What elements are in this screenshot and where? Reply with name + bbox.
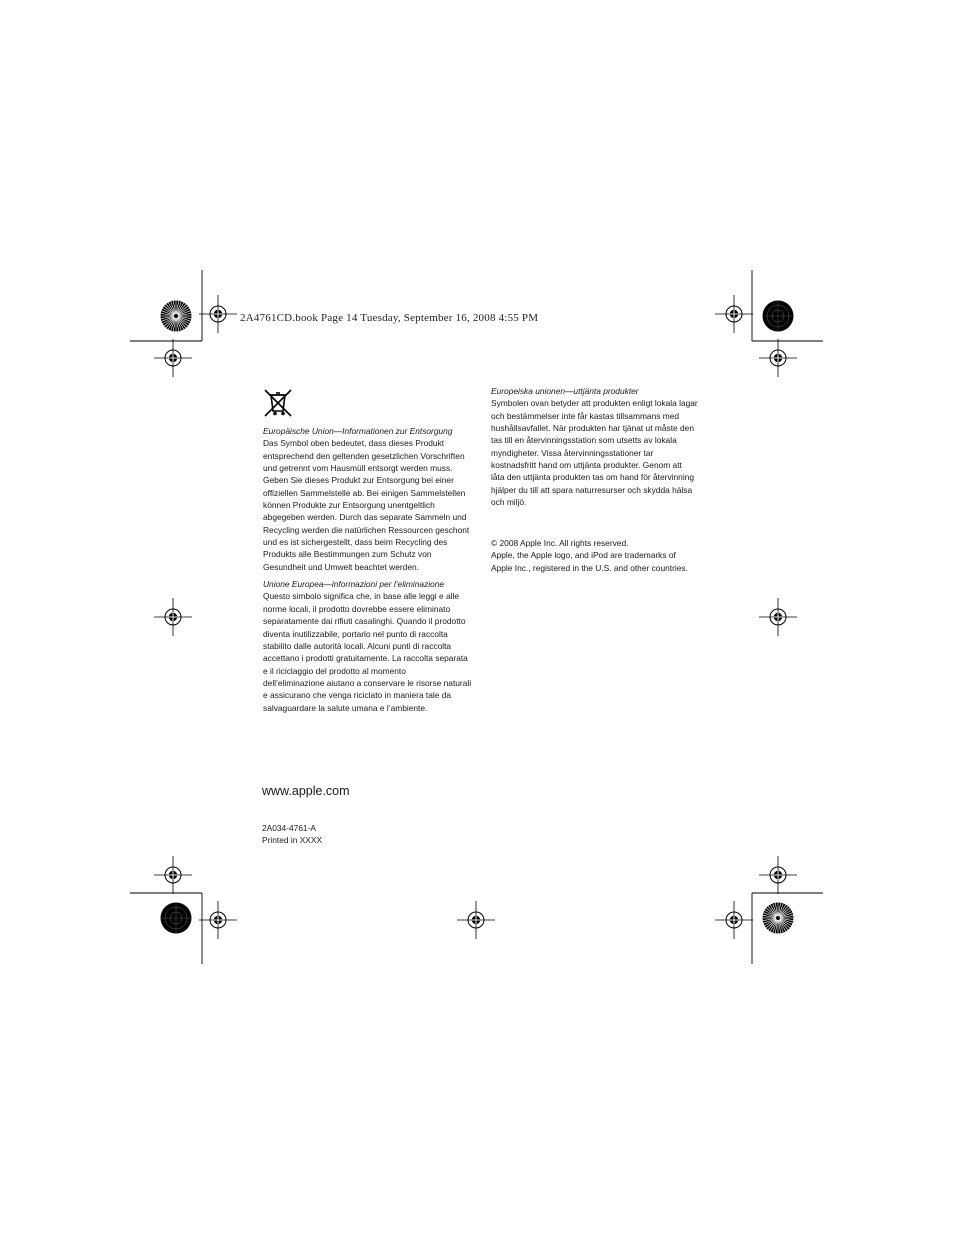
body-german: Das Symbol oben bedeutet, dass dieses Produkt entsprechend den geltenden gesetzlichen Vorschriften und getrennt vom Hausmüll entsorgt werden muss. Geben Sie dieses Produkt zur Entsorgung bei einer offiziellen Sammelstelle ab. Bei einigen Sammelstellen können Produkte zur Entsorgung unentgeltlich abgegeben werden. Durch das separate Sammeln und Recycling werden die natürlichen Ressourcen geschont und es ist sichergestellt, dass beim Recycling des Produkts alle Bestimmungen zum Schutz von Gesundheit und Umwelt beachtet werden. [263, 438, 470, 572]
heading-italian: Unione Europea—informazioni per l’eliminazione [263, 579, 445, 590]
registration-crosshair-icon [715, 295, 753, 333]
heading-german: Europäische Union—Informationen zur Entsorgung [263, 426, 453, 436]
heading-swedish: Europeiska unionen—uttjänta produkter [491, 386, 639, 396]
website-url: www.apple.com [262, 784, 350, 798]
slug-line: 2A4761CD.book Page 14 Tuesday, September 16, 2008 4:55 PM [240, 312, 539, 324]
print-info [262, 822, 322, 847]
disposal-info-column-left [263, 425, 481, 714]
registration-crosshair-icon [199, 901, 237, 939]
trademark-notice: Apple, the Apple logo, and iPod are trademarks of Apple Inc., registered in the U.S. and other countries. [491, 550, 688, 573]
registration-crosshair-icon [154, 598, 192, 636]
registration-crosshair-icon [199, 295, 237, 333]
copyright-line: © 2008 Apple Inc. All rights reserved. [491, 538, 629, 548]
body-swedish: Symbolen ovan betyder att produkten enligt lokala lagar och bestämmelser inte får kastas tillsammans med hushållsavfallet. När produkten har tjänat ut måste den tas till en återvinningsstation som utsetts av lokala myndigheter. Vissa återvinningsstationer tar kostnadsfritt hand om uttjänta produkter. Genom att låta den uttjänta produkten tas om hand för återvinning hjälper du till att spara naturresurser och skydda hälsa och miljö. [491, 398, 698, 508]
registration-crosshair-icon [759, 598, 797, 636]
star-target-icon [763, 301, 794, 332]
crossed-out-wheeled-bin-icon [263, 388, 293, 418]
part-number: 2A034-4761-A [262, 823, 317, 833]
registration-crosshair-icon [759, 856, 797, 894]
registration-crosshair-icon [759, 339, 797, 377]
registration-crosshair-icon [154, 856, 192, 894]
star-target-icon [161, 301, 192, 332]
star-target-icon [161, 903, 192, 934]
registration-crosshair-icon [457, 901, 495, 939]
star-target-icon [763, 903, 794, 934]
printed-in: Printed in XXXX [262, 835, 323, 846]
disposal-info-column-right [491, 385, 715, 508]
registration-crosshair-icon [715, 901, 753, 939]
body-italian: Questo simbolo significa che, in base alle leggi e alle norme locali, il prodotto dovrebbe essere eliminato separatamente dai rifiuti casalinghi. Quando il prodotto diventa inutilizzabile, portarlo nel punto di raccolta stabilito dalle autorità locali. Alcuni punti di raccolta accettano i prodotti gratuitamente. La raccolta separata e il riciclaggio del prodotto al momento dell’eliminazione aiutano a conservare le risorse naturali e assicurano che venga riciclato in maniera tale da salvaguardare la salute umana e l’ambiente. [263, 591, 472, 713]
registration-crosshair-icon [154, 339, 192, 377]
legal-notice [491, 537, 715, 574]
